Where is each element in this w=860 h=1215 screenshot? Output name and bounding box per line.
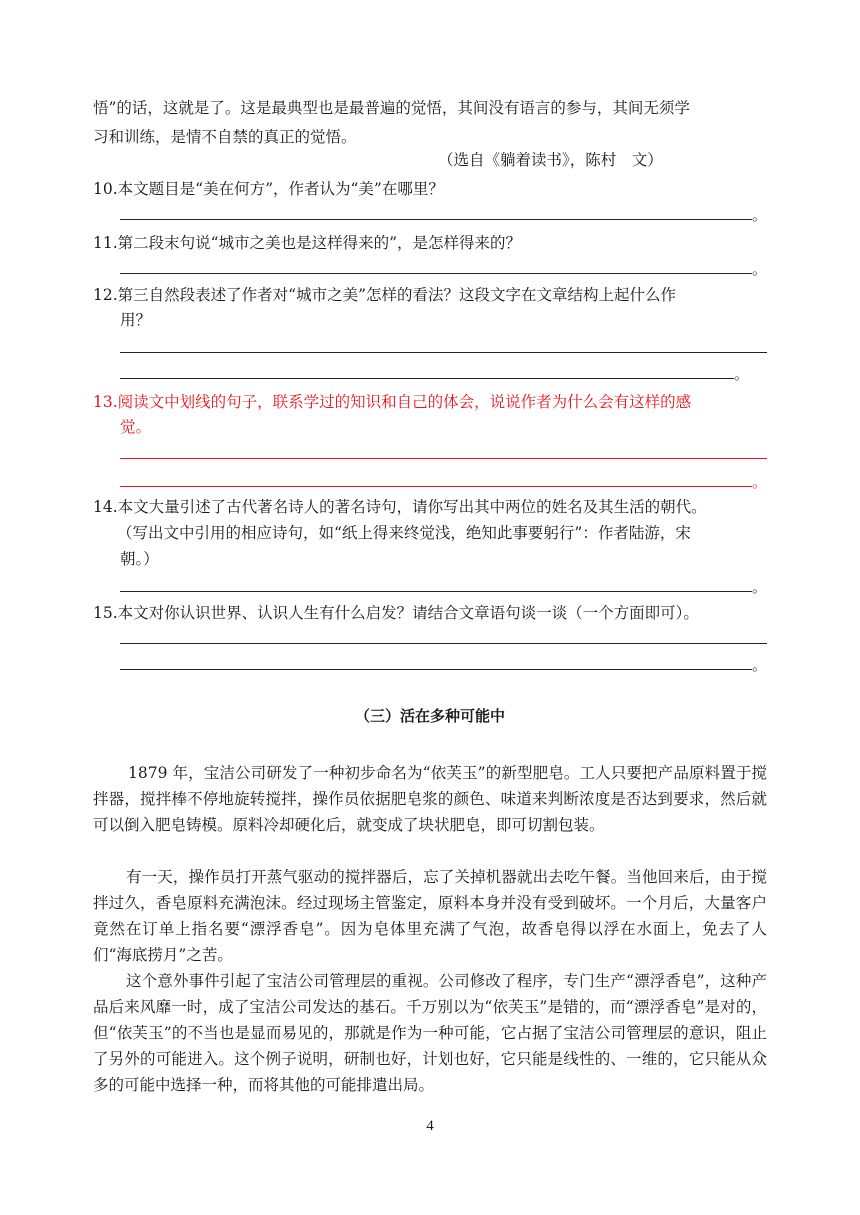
answer-line-12b[interactable] <box>120 378 734 379</box>
question-11: 11.第二段末句说“城市之美也是这样得来的”，是怎样得来的？ <box>93 234 522 252</box>
question-12: 12.第三自然段表述了作者对“城市之美”怎样的看法？这段文字在文章结构上起什么作 <box>93 286 677 304</box>
answer-line-11[interactable] <box>120 273 752 274</box>
question-12-continued: 用？ <box>120 311 152 329</box>
answer-line-15b[interactable] <box>120 669 752 670</box>
intro-line-2: 习和训练，是情不自禁的真正的觉悟。 <box>93 128 357 146</box>
answer-line-12a[interactable] <box>120 352 767 353</box>
question-13-continued: 觉。 <box>120 418 152 436</box>
source-citation: （选自《躺着读书》，陈村 文） <box>438 151 663 169</box>
page-number: 4 <box>426 1118 434 1134</box>
paragraph-2: 有一天，操作员打开蒸气驱动的搅拌器后，忘了关掉机器就出去吃午餐。当他回来后，由于搅拌过久，香皂原料充满泡沫。经过现场主管鉴定，原料本身并没有受到破坏。一个月后，大量客户竟然在订单上指名要“漂浮香皂”。因为皂体里充满了气泡，故香皂得以浮在水面上，免去了人们“海底捞月”之苦。 <box>93 868 767 964</box>
section-title: （三）活在多种可能中 <box>354 707 505 725</box>
question-14-note: （写出文中引用的相应诗句，如“纸上得来终觉浅，绝知此事要躬行”：作者陆游，宋 <box>117 524 691 542</box>
answer-period: 。 <box>752 578 768 596</box>
answer-period: 。 <box>752 260 768 278</box>
answer-line-14[interactable] <box>120 591 752 592</box>
paragraph-1: 1879 年，宝洁公司研发了一种初步命名为“依芙玉”的新型肥皂。工人只要把产品原料置于搅拌器，搅拌棒不停地旋转搅拌，操作员依据肥皂浆的颜色、味道来判断浓度是否达到要求，然后就可以倒入肥皂铸模。原料冷却硬化后，就变成了块状肥皂，即可切割包装。 <box>93 764 767 834</box>
answer-line-13b[interactable] <box>120 486 752 487</box>
question-14: 14.本文大量引述了古代著名诗人的著名诗句，请你写出其中两位的姓名及其生活的朝代。 <box>93 498 707 516</box>
answer-period: 。 <box>752 206 768 224</box>
answer-line-13a[interactable] <box>120 458 767 459</box>
answer-period: 。 <box>752 473 768 491</box>
question-15: 15.本文对你认识世界、认识人生有什么启发？请结合文章语句谈一谈（一个方面即可）。 <box>93 604 699 622</box>
paragraph-3: 这个意外事件引起了宝洁公司管理层的重视。公司修改了程序，专门生产“漂浮香皂”，这种产品后来风靡一时，成了宝洁公司发达的基石。千万别以为“依芙玉”是错的，而“漂浮香皂”是对的，但“依芙玉”的不当也是显而易见的，那就是作为一种可能，它占据了宝洁公司管理层的意识，阻止了另外的可能进入。这个例子说明，研制也好，计划也好，它只能是线性的、一维的，它只能从众多的可能中选择一种，而将其他的可能排遣出局。 <box>93 972 767 1094</box>
question-14-note-end: 朝。） <box>120 550 159 568</box>
answer-period: 。 <box>752 656 768 674</box>
answer-line-15a[interactable] <box>120 643 767 644</box>
question-10: 10.本文题目是“美在何方”，作者认为“美”在哪里？ <box>93 180 444 198</box>
answer-line-10[interactable] <box>120 219 752 220</box>
answer-period: 。 <box>734 365 750 383</box>
intro-line-1: 悟”的话，这就是了。这是最典型也是最普遍的觉悟，其间没有语言的参与，其间无须学 <box>93 99 690 117</box>
question-13: 13.阅读文中划线的句子，联系学过的知识和自己的体会，说说作者为什么会有这样的感 <box>93 393 692 411</box>
